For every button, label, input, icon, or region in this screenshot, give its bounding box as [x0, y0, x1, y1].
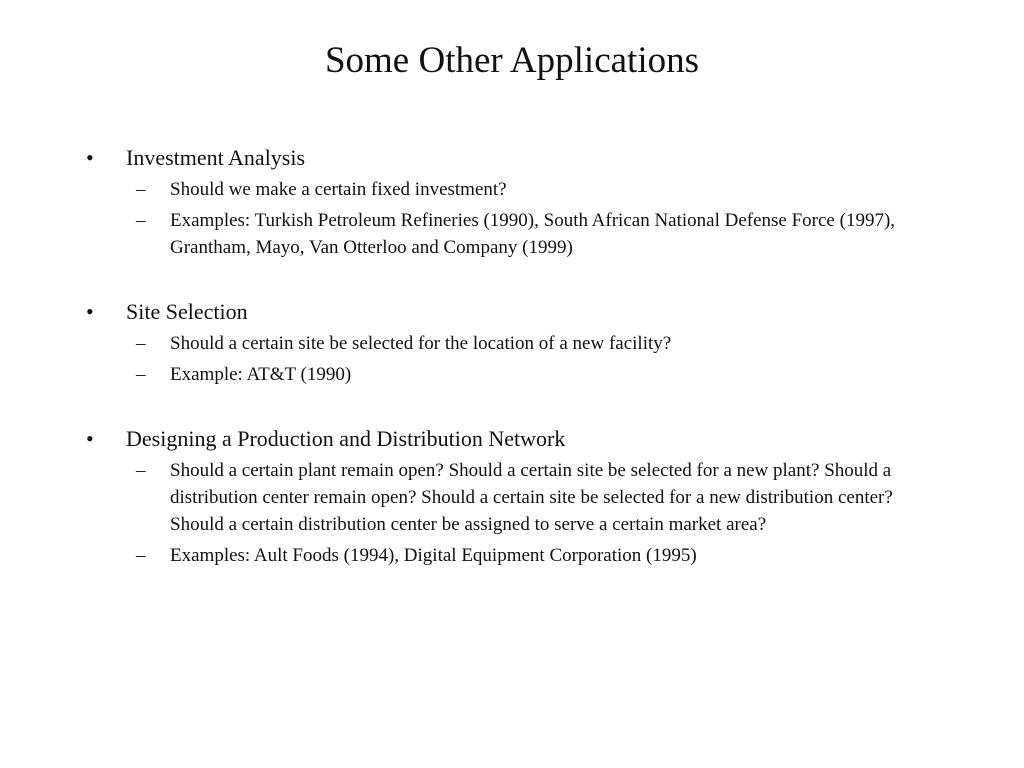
- bullet-item: [86, 425, 946, 453]
- sub-item: [86, 176, 946, 203]
- section-production-distribution-network: [86, 425, 946, 573]
- dash-icon: –: [136, 333, 146, 354]
- dash-icon: –: [136, 210, 146, 231]
- dash-icon: –: [136, 179, 146, 200]
- sub-item-text: Should a certain site be selected for the location of a new facility?: [170, 333, 672, 354]
- sub-item: [86, 457, 946, 538]
- sub-item: [86, 330, 946, 357]
- section-investment-analysis: [86, 144, 946, 265]
- bullet-icon: •: [86, 426, 94, 451]
- sub-item: [86, 207, 946, 261]
- sub-item-text: Should we make a certain fixed investment?: [170, 179, 507, 200]
- sub-item-text: Examples: Turkish Petroleum Refineries (1990), South African National Defense Force (1997), Grantham, Mayo, Van Otterloo and Company (1999): [170, 210, 896, 258]
- bullet-heading: Site Selection: [126, 299, 248, 324]
- bullet-icon: •: [86, 299, 94, 324]
- sub-item: [86, 361, 946, 388]
- sub-item-text: Example: AT&T (1990): [170, 364, 352, 385]
- sub-list: [86, 176, 946, 261]
- dash-icon: –: [136, 364, 146, 385]
- sub-list: [86, 330, 946, 388]
- dash-icon: –: [136, 545, 146, 566]
- bullet-item: [86, 298, 946, 326]
- sub-item-text: Examples: Ault Foods (1994), Digital Equipment Corporation (1995): [170, 545, 697, 566]
- bullet-heading: Designing a Production and Distribution Network: [126, 426, 566, 451]
- section-site-selection: [86, 298, 946, 392]
- bullet-heading: Investment Analysis: [126, 145, 306, 170]
- slide-title: Some Other Applications: [324, 40, 700, 81]
- sub-list: [86, 457, 946, 569]
- dash-icon: –: [136, 460, 146, 481]
- bullet-icon: •: [86, 145, 94, 170]
- sub-item-text: Should a certain plant remain open? Should a certain site be selected for a new plant? Should a distribution center remain open? Should a certain site be selected for a new distribution center? Should a certain distribution center be assigned to serve a certain market area?: [170, 460, 893, 535]
- sub-item: [86, 542, 946, 569]
- bullet-item: [86, 144, 946, 172]
